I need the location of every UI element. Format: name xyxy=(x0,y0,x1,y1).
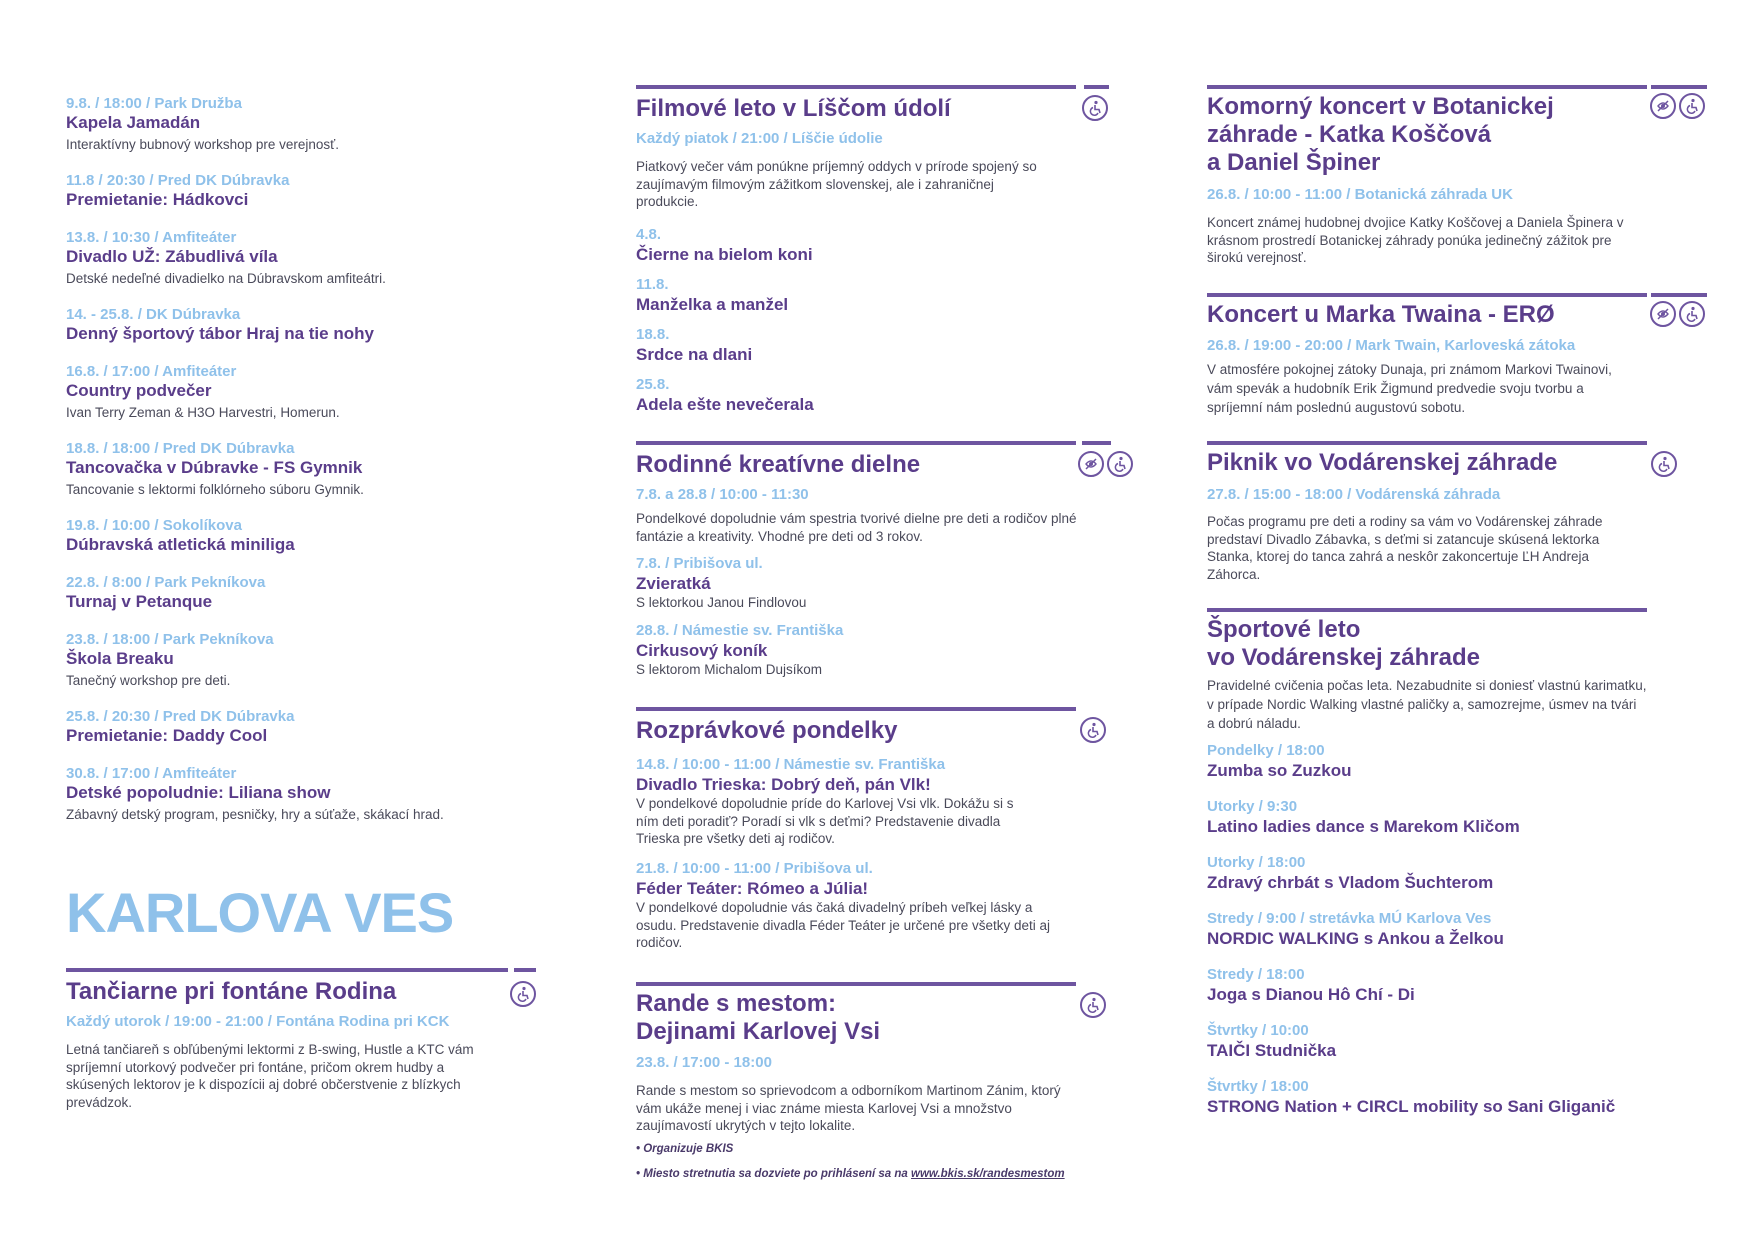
film-title: Manželka a manžel xyxy=(636,295,789,314)
event-description: Detské nedeľné divadielko na Dúbravskom amfiteátri. xyxy=(66,271,386,286)
event-description: Piatkový večer vám ponúkne príjemný oddych v prírode spojený so zaujímavým filmovým zážitkom slovenskej, ale i zahraničnej produkcie. xyxy=(636,159,1037,209)
event-meta: 13.8. / 10:30 / Amfiteáter xyxy=(66,229,237,246)
event-meta: 9.8. / 18:00 / Park Družba xyxy=(66,95,242,112)
event-meta: 26.8. / 19:00 - 20:00 / Mark Twain, Karloveská zátoka xyxy=(1207,337,1576,354)
section-rule xyxy=(1651,85,1707,89)
event-item xyxy=(66,172,536,210)
section-rule xyxy=(1207,441,1647,445)
section-rule xyxy=(1207,608,1647,612)
section-title: Rozprávkové pondelky xyxy=(636,717,898,744)
event-meta: 26.8. / 10:00 - 11:00 / Botanická záhrada UK xyxy=(1207,186,1513,203)
workshop-title: Cirkusový koník xyxy=(636,641,768,660)
hearing-impaired-icon xyxy=(1650,301,1676,327)
event-meta: 23.8. / 18:00 / Park Pekníkova xyxy=(66,631,274,648)
event-meta: Každý utorok / 19:00 - 21:00 / Fontána Rodina pri KCK xyxy=(66,1013,450,1030)
fairytale-meta: 21.8. / 10:00 - 11:00 / Pribišova ul. xyxy=(636,860,873,877)
workshop-meta: 7.8. / Pribišova ul. xyxy=(636,555,763,572)
event-description: Ivan Terry Zeman & H3O Harvestri, Homerun. xyxy=(66,405,340,420)
section-title: Koncert u Marka Twaina - ERØ xyxy=(1207,301,1555,328)
sport-meta: Utorky / 18:00 xyxy=(1207,854,1306,871)
film-title: Čierne na bielom koni xyxy=(636,245,813,264)
section-title-line: záhrade - Katka Koščová xyxy=(1207,121,1492,148)
section-rule xyxy=(636,707,1076,711)
workshop-lector: S lektorom Michalom Dujsíkom xyxy=(636,662,823,677)
section-rule xyxy=(1207,85,1647,89)
event-title: Country podvečer xyxy=(66,381,212,400)
workshop-item xyxy=(636,622,843,679)
sport-item xyxy=(1207,910,1504,949)
event-description: Počas programu pre deti a rodiny sa vám vo Vodárenskej záhrade predstaví Divadlo Zábavka, s deťmi si zatancuje skúsená lektorka Stanka, ktorej do tanca zahrá a neskôr zakoncertuje ĽH Andreja Záhorca. xyxy=(1207,514,1603,582)
event-meta: Každý piatok / 21:00 / Líščie údolie xyxy=(636,130,883,147)
event-item xyxy=(66,229,536,287)
event-description: Interaktívny bubnový workshop pre verejnosť. xyxy=(66,137,339,152)
workshop-title: Zvieratká xyxy=(636,574,711,593)
event-item xyxy=(66,95,536,153)
sport-item xyxy=(1207,1078,1615,1117)
hearing-impaired-icon xyxy=(1650,93,1676,119)
karlova-ves-heading: KARLOVA VES xyxy=(66,881,454,944)
sport-title: Latino ladies dance s Marekom Kličom xyxy=(1207,817,1520,836)
section-title-line: a Daniel Špiner xyxy=(1207,149,1381,176)
event-meta: 18.8. / 18:00 / Pred DK Dúbravka xyxy=(66,440,295,457)
fairytale-description: V pondelkové dopoludnie vás čaká divadelný príbeh veľkej lásky a osudu. Predstavenie divadla Féder Teáter je určené pre všetky deti aj rodičov. xyxy=(636,900,1050,950)
sport-title: Zumba so Zuzkou xyxy=(1207,761,1352,780)
sport-title: NORDIC WALKING s Ankou a Želkou xyxy=(1207,929,1504,948)
wheelchair-icon xyxy=(1679,301,1705,327)
section-rule xyxy=(636,85,1076,89)
hearing-impaired-icon xyxy=(1078,451,1104,477)
film-item xyxy=(636,276,788,315)
event-item xyxy=(66,517,536,555)
event-title: Škola Breaku xyxy=(66,649,174,668)
workshop-item xyxy=(636,555,806,612)
workshop-lector: S lektorkou Janou Findlovou xyxy=(636,595,807,610)
section-title: Filmové leto v Líščom údolí xyxy=(636,95,951,122)
wheelchair-icon xyxy=(1080,992,1106,1018)
section-rule xyxy=(636,441,1076,445)
fairytale-item xyxy=(636,756,1076,848)
film-date: 11.8. xyxy=(636,276,669,293)
wheelchair-icon xyxy=(1107,451,1133,477)
film-item xyxy=(636,326,752,365)
fairytale-title: Divadlo Trieska: Dobrý deň, pán Vlk! xyxy=(636,775,931,794)
sport-item xyxy=(1207,798,1520,837)
event-title: Tancovačka v Dúbravke - FS Gymnik xyxy=(66,458,363,477)
wheelchair-icon xyxy=(1080,717,1106,743)
sport-meta: Štvrtky / 18:00 xyxy=(1207,1078,1309,1095)
event-item xyxy=(66,765,536,823)
event-description: Pondelkové dopoludnie vám spestria tvorivé dielne pre deti a rodičov plné fantázie a kreativity. Vhodné pre deti od 3 rokov. xyxy=(636,511,1077,544)
wheelchair-icon xyxy=(510,981,536,1007)
section-rule xyxy=(514,968,536,972)
section-title-line: Rande s mestom: xyxy=(636,990,837,1017)
section-title: Tančiarne pri fontáne Rodina xyxy=(66,978,397,1005)
event-meta: 30.8. / 17:00 / Amfiteáter xyxy=(66,765,237,782)
event-item xyxy=(66,574,536,612)
film-title: Srdce na dlani xyxy=(636,345,753,364)
registration-note: • Miesto stretnutia sa dozviete po prihlásení sa na www.bkis.sk/randesmestom xyxy=(636,1168,1065,1180)
section-title-line: Dejinami Karlovej Vsi xyxy=(636,1018,881,1045)
sport-title: STRONG Nation + CIRCL mobility so Sani Gliganič xyxy=(1207,1097,1616,1116)
event-meta: 7.8. a 28.8 / 10:00 - 11:30 xyxy=(636,486,809,503)
sport-meta: Pondelky / 18:00 xyxy=(1207,742,1325,759)
event-item xyxy=(66,363,536,421)
organizer-text: Organizuje BKIS xyxy=(643,1143,734,1155)
organizer-note: • Organizuje BKIS xyxy=(636,1143,734,1155)
sport-title: Zdravý chrbát s Vladom Šuchterom xyxy=(1207,873,1494,892)
section-title-line: Komorný koncert v Botanickej xyxy=(1207,93,1554,120)
event-title: Turnaj v Petanque xyxy=(66,592,213,611)
event-description: Letná tančiareň s obľúbenými lektormi z B-swing, Hustle a KTC vám spríjemní utorkový podvečer pri fontáne, pričom okrem hudby a skúsených lektorov je k dispozícii aj dobré občerstvenie z blízkych prevádzok. xyxy=(66,1042,474,1110)
registration-link[interactable]: www.bkis.sk/randesmestom xyxy=(911,1168,1065,1180)
sport-meta: Stredy / 18:00 xyxy=(1207,966,1305,983)
event-title: Kapela Jamadán xyxy=(66,113,201,132)
section-title-line: vo Vodárenskej záhrade xyxy=(1207,644,1480,671)
sport-item xyxy=(1207,1022,1336,1061)
section-rule xyxy=(1651,293,1707,297)
sport-title: TAIČI Studnička xyxy=(1207,1041,1337,1060)
event-title: Premietanie: Daddy Cool xyxy=(66,726,268,745)
fairytale-item xyxy=(636,860,1076,952)
wheelchair-icon xyxy=(1651,451,1677,477)
event-meta: 27.8. / 15:00 - 18:00 / Vodárenská záhrada xyxy=(1207,486,1501,503)
event-description: V atmosfére pokojnej zátoky Dunaja, pri známom Markovi Twainovi, vám spevák a hudobník Erik Žigmund predvedie svoju tvorbu a spríjemní nám poslednú augustovú sobotu. xyxy=(1207,362,1612,415)
event-item xyxy=(66,306,536,344)
sport-item xyxy=(1207,854,1493,893)
section-rule xyxy=(66,968,508,972)
event-meta: 14. - 25.8. / DK Dúbravka xyxy=(66,306,241,323)
event-meta: 11.8 / 20:30 / Pred DK Dúbravka xyxy=(66,172,290,189)
event-description: Zábavný detský program, pesničky, hry a súťaže, skákací hrad. xyxy=(66,807,444,822)
film-item xyxy=(636,226,813,265)
fairytale-description: V pondelkové dopoludnie príde do Karlovej Vsi vlk. Dokážu si s ním deti poradiť? Poradí si vlk s deťmi? Predstavenie divadla Trieska pre všetky deti aj rodičov. xyxy=(636,796,1014,846)
event-title: Dúbravská atletická miniliga xyxy=(66,535,295,554)
film-date: 18.8. xyxy=(636,326,670,343)
event-title: Denný športový tábor Hraj na tie nohy xyxy=(66,324,374,343)
sport-meta: Utorky / 9:30 xyxy=(1207,798,1298,815)
sport-meta: Stredy / 9:00 / stretávka MÚ Karlova Ves xyxy=(1207,910,1492,927)
event-description: Rande s mestom so sprievodcom a odborníkom Martinom Zánim, ktorý vám ukáže menej i viac známe miesta Karlovej Vsi a množstvo zaujímavostí ukrytých v tejto lokalite. xyxy=(636,1083,1061,1133)
sport-title: Joga s Dianou Hô Chí - Di xyxy=(1207,985,1415,1004)
registration-text: Miesto stretnutia sa dozviete po prihlásení sa na xyxy=(643,1168,908,1180)
event-description: Pravidelné cvičenia počas leta. Nezabudnite si doniesť vlastnú karimatku, v prípade Nordic Walking vlastné paličky a, samozrejme, úsmev na tvári a dobrú náladu. xyxy=(1207,678,1647,731)
event-item xyxy=(66,708,536,746)
section-rule xyxy=(636,982,1076,986)
event-meta: 23.8. / 17:00 - 18:00 xyxy=(636,1054,772,1071)
section-rule xyxy=(1082,441,1111,445)
event-description: Koncert známej hudobnej dvojice Katky Koščovej a Daniela Špinera v krásnom prostredí Botanickej záhrady ponúka jedinečný zážitok pre širokú verejnosť. xyxy=(1207,215,1624,265)
event-item xyxy=(66,631,536,689)
film-item xyxy=(636,376,814,415)
wheelchair-icon xyxy=(1679,93,1705,119)
event-title: Premietanie: Hádkovci xyxy=(66,190,249,209)
event-meta: 25.8. / 20:30 / Pred DK Dúbravka xyxy=(66,708,295,725)
section-title: Piknik vo Vodárenskej záhrade xyxy=(1207,449,1558,476)
event-meta: 16.8. / 17:00 / Amfiteáter xyxy=(66,363,237,380)
event-title: Detské popoludnie: Liliana show xyxy=(66,783,331,802)
film-title: Adela ešte nevečerala xyxy=(636,395,814,414)
event-meta: 22.8. / 8:00 / Park Pekníkova xyxy=(66,574,266,591)
sport-item xyxy=(1207,966,1415,1005)
section-title: Rodinné kreatívne dielne xyxy=(636,451,921,478)
event-title: Divadlo UŽ: Zábudlivá víla xyxy=(66,247,278,266)
film-date: 4.8. xyxy=(636,226,662,243)
workshop-meta: 28.8. / Námestie sv. Františka xyxy=(636,622,844,639)
fairytale-title: Féder Teáter: Rómeo a Júlia! xyxy=(636,879,869,898)
event-item xyxy=(66,440,536,498)
event-meta: 19.8. / 10:00 / Sokolíkova xyxy=(66,517,242,534)
film-date: 25.8. xyxy=(636,376,670,393)
section-title-line: Športové leto xyxy=(1207,616,1361,643)
event-description: Tanečný workshop pre deti. xyxy=(66,673,231,688)
section-rule xyxy=(1084,85,1109,89)
fairytale-meta: 14.8. / 10:00 - 11:00 / Námestie sv. Františka xyxy=(636,756,946,773)
sport-meta: Štvrtky / 10:00 xyxy=(1207,1022,1309,1039)
sport-item xyxy=(1207,742,1352,781)
event-description: Tancovanie s lektormi folklórneho súboru Gymnik. xyxy=(66,482,364,497)
section-rule xyxy=(1207,293,1647,297)
wheelchair-icon xyxy=(1082,95,1108,121)
